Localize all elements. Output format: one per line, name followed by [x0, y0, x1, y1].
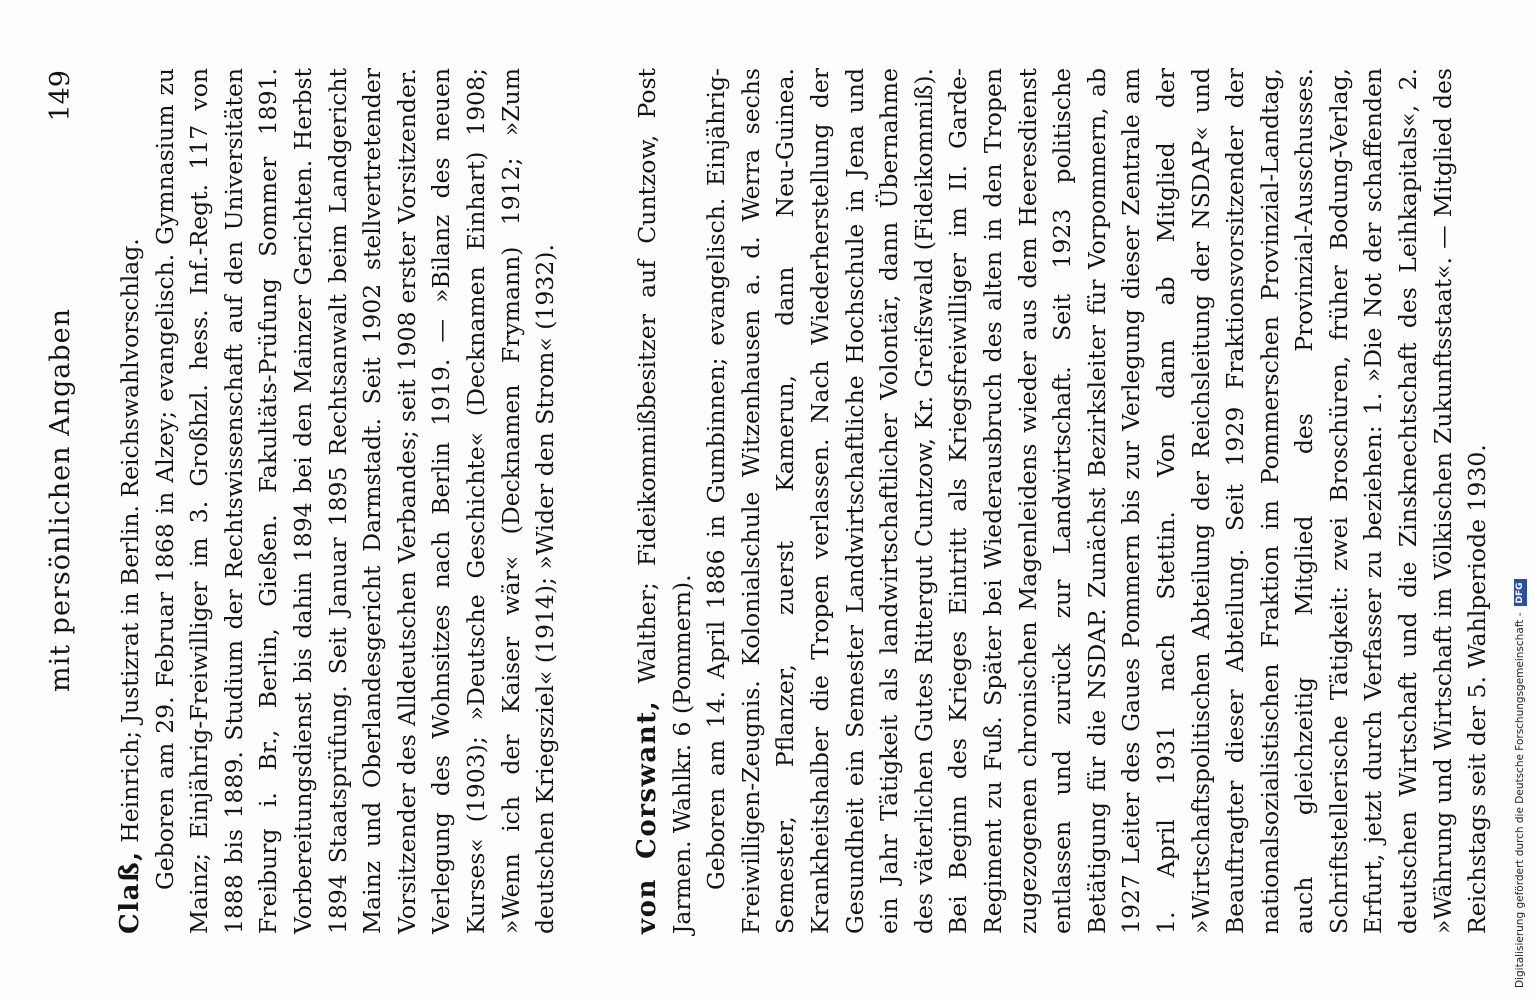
- entry-head-text: Heinrich; Justizrat in Berlin. Reichswahlvorschlag.: [116, 238, 144, 851]
- biography-entry-corswant: [630, 68, 1495, 934]
- page-header: [45, 70, 85, 930]
- biography-entry-class: [113, 68, 563, 934]
- digitization-credit: [1510, 8, 1530, 988]
- entry-name: von Corswant,: [632, 699, 662, 934]
- page-number: 149: [45, 70, 76, 122]
- entry-body: Geboren am 14. April 1886 in Gumbinnen; evangelisch. Einjährig-Freiwilligen-Zeugnis. Kolonialschule Witzenhausen a. d. Werra sechs Semester, Pflanzer, zuerst Kamerun, dann Neu-Guinea. Krankheitshalber die Tropen verlassen. Nach Wiederherstellung der Gesundheit ein Semester Landwirtschaftliche Hochschule in Jena und ein Jahr Tätigkeit als landwirtschaftlicher Volontär, dann Übernahme des väterlichen Gutes Rittergut Cuntzow, Kr. Greifswald (Fideikommiß). Bei Beginn des Krieges Eintritt als Kriegsfreiwilliger im II. Garde-Regiment zu Fuß. Später bei Wiederausbruch des alten in den Tropen zugezogenen chronischen Magenleidens wieder aus dem Heeresdienst entlassen und zurück zur Landwirtschaft. Seit 1923 politische Betätigung für die NSDAP. Zunächst Bezirksleiter für Vorpommern, ab 1927 Leiter des Gaues Pommern bis zur Verlegung dieser Zentrale am 1. April 1931 nach Stettin. Von dann ab Mitglied der »Wirtschaftspolitischen Abteilung der Reichsleitung der NSDAP« und Beauftragter dieser Abteilung. Seit 1929 Fraktionsvorsitzender der nationalsozialistischen Fraktion im Pommerschen Provinzial-Landtag, auch gleichzeitig Mitglied des Provinzial-Ausschusses. Schriftstellerische Tätigkeit: zwei Broschüren, früher Bodung-Verlag, Erfurt, jetzt durch Verfasser zu beziehen: 1. »Die Not der schaffenden deutschen Wirtschaft und die Zinsknechtschaft des Leihkapitals«, 2. »Währung und Wirtschaft im Völkischen Zukunftsstaat«. — Mitglied des Reichstags seit der 5. Wahlperiode 1930.: [702, 68, 1492, 934]
- entry-body: Geboren am 29. Februar 1868 in Alzey; evangelisch. Gymnasium zu Mainz; Einjährig-Freiwilliger im 3. Großhzl. hess. Inf.-Regt. 117 von 1888 bis 1889. Studium der Rechtswissenschaft auf den Universitäten Freiburg i. Br., Berlin, Gießen. Fakultäts-Prüfung Sommer 1891. Vorbereitungsdienst bis dahin 1894 bei den Mainzer Gerichten. Herbst 1894 Staatsprüfung. Seit Januar 1895 Rechtsanwalt beim Landgericht Mainz und Oberlandesgericht Darmstadt. Seit 1902 stellvertretender Vorsitzender des Alldeutschen Verbandes; seit 1908 erster Vorsitzender. Verlegung des Wohnsitzes nach Berlin 1919. — »Bilanz des neuen Kurses« (1903); »Deutsche Geschichte« (Decknamen Einhart) 1908; »Wenn ich der Kaiser wär« (Decknamen Frymann) 1912; »Zum deutschen Kriegsziel« (1914); »Wider den Strom« (1932).: [150, 68, 560, 934]
- running-header: mit persönlichen Angaben: [45, 308, 76, 692]
- entry-name: Claß,: [115, 850, 145, 934]
- entry-heading: [113, 68, 148, 934]
- credit-text: Digitalisierung gefördert durch die Deutsche Forschungsgemeinschaft -: [1514, 612, 1526, 988]
- dfg-logo: DFG: [1514, 579, 1527, 606]
- entry-heading: [630, 68, 699, 934]
- entry-head-text: Walther; Fideikommißbesitzer auf Cuntzow, Post Jarmen. Wahlkr. 6 (Pommern).: [633, 68, 696, 934]
